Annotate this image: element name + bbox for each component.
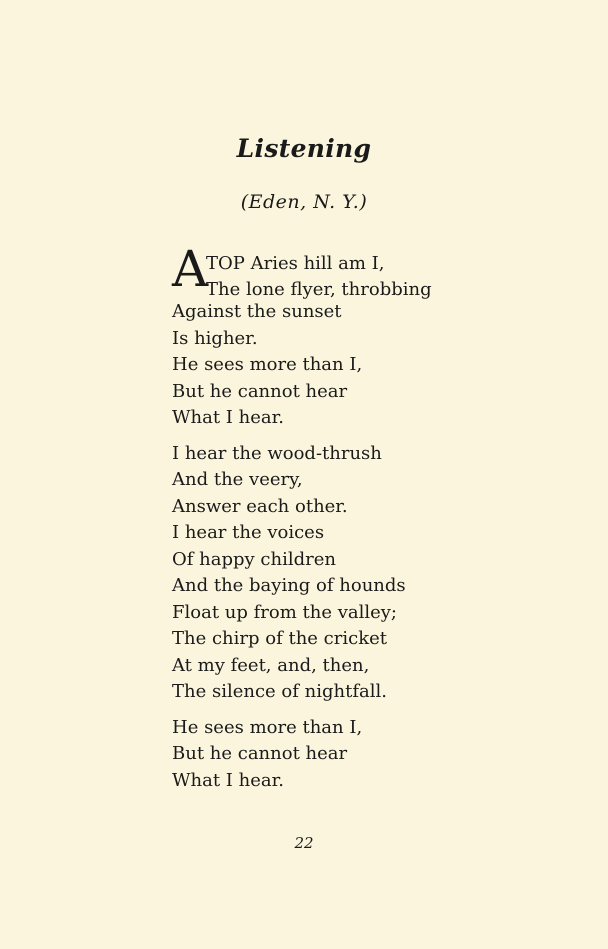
poem-line: Is higher. bbox=[172, 327, 258, 349]
poem-line: The silence of nightfall. bbox=[172, 681, 387, 702]
stanza bbox=[172, 441, 592, 706]
stanza bbox=[172, 240, 592, 432]
poem-line: And the veery, bbox=[172, 469, 303, 490]
poem-line: He sees more than I, bbox=[172, 716, 363, 738]
poem-line: Of happy children bbox=[172, 548, 336, 570]
poem-line: Float up from the valley; bbox=[172, 601, 397, 623]
poem-line: He sees more than I, bbox=[172, 354, 363, 375]
poem-line: What I hear. bbox=[172, 769, 284, 791]
poem-line: But he cannot hear bbox=[172, 380, 348, 402]
poem-line: I hear the wood-thrush bbox=[172, 442, 382, 464]
poem-subtitle: (Eden, N. Y.) bbox=[240, 191, 368, 213]
poem-line: Against the sunset bbox=[172, 301, 342, 322]
poem-line: What I hear. bbox=[172, 407, 284, 428]
page-number: 22 bbox=[294, 834, 314, 852]
stanza bbox=[172, 715, 592, 795]
poem-line: The lone flyer, throbbing bbox=[206, 279, 432, 300]
drop-cap: A bbox=[172, 240, 209, 298]
poem-body bbox=[172, 240, 592, 794]
opening-lines bbox=[172, 240, 592, 300]
poem-title: Listening bbox=[236, 134, 372, 163]
poem-line: Answer each other. bbox=[172, 495, 348, 517]
poem-line: The chirp of the cricket bbox=[172, 628, 387, 649]
poem-line: But he cannot hear bbox=[172, 743, 348, 764]
poem-line: I hear the voices bbox=[172, 522, 325, 543]
poem-line: TOP Aries hill am I, bbox=[206, 253, 385, 274]
poem-line: And the baying of hounds bbox=[172, 575, 406, 596]
poem-line: At my feet, and, then, bbox=[172, 654, 370, 676]
